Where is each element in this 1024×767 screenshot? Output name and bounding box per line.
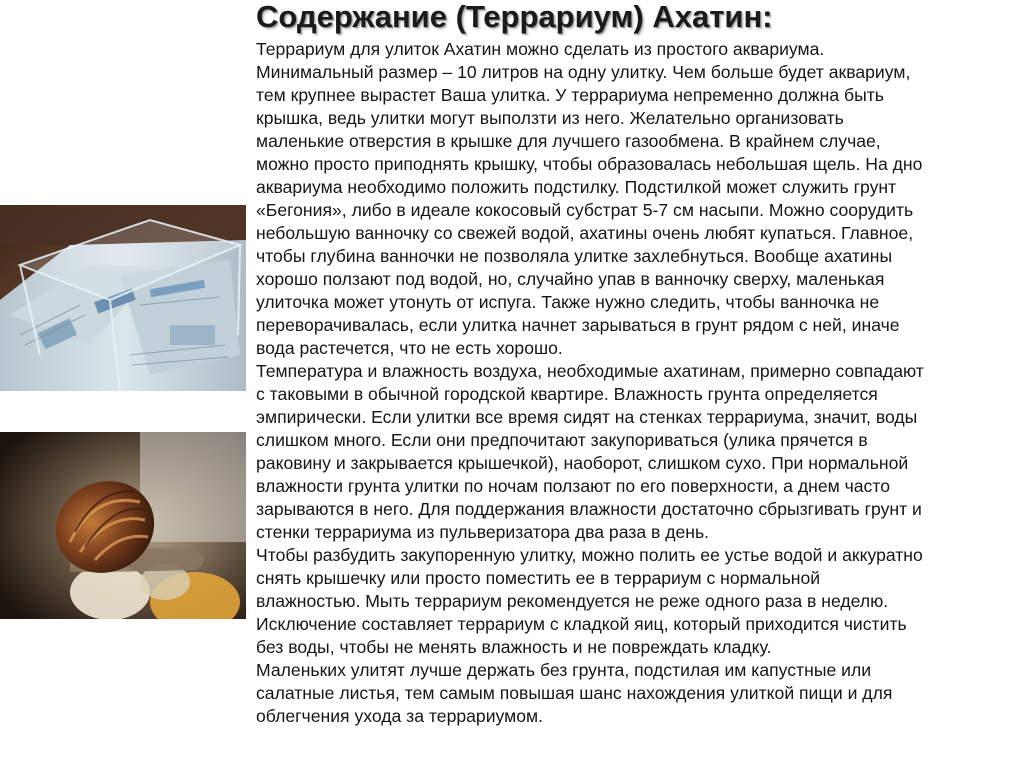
text-line: раковину и закрывается крышечкой), наоборот, слишком сухо. При нормальной: [256, 453, 909, 473]
text-line: без воды, чтобы не менять влажность и не повреждать кладку.: [256, 637, 772, 657]
text-line: с таковыми в обычной городской квартире. Влажность грунта определяется: [256, 384, 878, 404]
terrarium-photo-art: [0, 205, 246, 391]
text-line: аквариума необходимо положить подстилку. Подстилкой может служить грунт: [256, 177, 897, 197]
terrarium-photo: [0, 205, 246, 391]
paragraph-2: [256, 360, 1020, 544]
text-line: зарываются в него. Для поддержания влажности достаточно сбрызгивать грунт и: [256, 499, 922, 519]
text-line: улиточка может утонуть от испуга. Также нужно следить, чтобы ванночка не: [256, 292, 880, 312]
text-line: чтобы глубина ванночки не позволяла улитке захлебнуться. Вообще ахатины: [256, 246, 893, 266]
paragraph-4: [256, 659, 1020, 728]
text-line: вода растечется, что не есть хорошо.: [256, 338, 563, 358]
text-line: облегчения ухода за террариумом.: [256, 706, 543, 726]
text-line: «Бегония», либо в идеале кокосовый субстрат 5-7 см насыпи. Можно соорудить: [256, 200, 914, 220]
text-line: можно просто приподнять крышку, чтобы образовалась небольшая щель. На дно: [256, 154, 923, 174]
text-line: Температура и влажность воздуха, необходимые ахатинам, примерно совпадают: [256, 361, 924, 381]
text-line: тем крупнее вырастет Ваша улитка. У террариума непременно должна быть: [256, 85, 884, 105]
paragraph-3: [256, 544, 1020, 659]
text-line: стенки террариума из пульверизатора два раза в день.: [256, 522, 710, 542]
text-line: Маленьких улитят лучше держать без грунта, подстилая им капустные или: [256, 660, 872, 680]
text-line: небольшую ванночку со свежей водой, ахатины очень любят купаться. Главное,: [256, 223, 914, 243]
text-line: салатные листья, тем самым повышая шанс нахождения улиткой пищи и для: [256, 683, 893, 703]
text-line: влажности грунта улитки по ночам ползают по его поверхности, а днем часто: [256, 476, 891, 496]
text-line: Исключение составляет террариум с кладкой яиц, который приходится чистить: [256, 614, 907, 634]
text-line: эмпирически. Если улитки все время сидят на стенках террариума, значит, воды: [256, 407, 918, 427]
text-line: снять крышечку или просто поместить ее в террариум с нормальной: [256, 568, 821, 588]
text-line: крышка, ведь улитки могут выползти из него. Желательно организовать: [256, 108, 844, 128]
text-line: маленькие отверстия в крышке для лучшего газообмена. В крайнем случае,: [256, 131, 881, 151]
snail-photo-art: [0, 432, 246, 619]
text-line: переворачивалась, если улитка начнет зарываться в грунт рядом с ней, иначе: [256, 315, 900, 335]
body-text: [256, 38, 1020, 728]
text-line: Террариум для улиток Ахатин можно сделать из простого аквариума.: [256, 39, 825, 59]
text-line: слишком много. Если они предпочитают закупориваться (улика прячется в: [256, 430, 868, 450]
paragraph-1: [256, 38, 1020, 360]
text-line: Минимальный размер – 10 литров на одну улитку. Чем больше будет аквариум,: [256, 62, 911, 82]
snail-photo: [0, 432, 246, 619]
text-line: хорошо ползают под водой, но, случайно упав в ванночку сверху, маленькая: [256, 269, 885, 289]
text-line: Чтобы разбудить закупоренную улитку, можно полить ее устье водой и аккуратно: [256, 545, 923, 565]
text-line: влажностью. Мыть террариум рекомендуется не реже одного раза в неделю.: [256, 591, 889, 611]
slide-title: Содержание (Террариум) Ахатин:: [256, 0, 773, 34]
